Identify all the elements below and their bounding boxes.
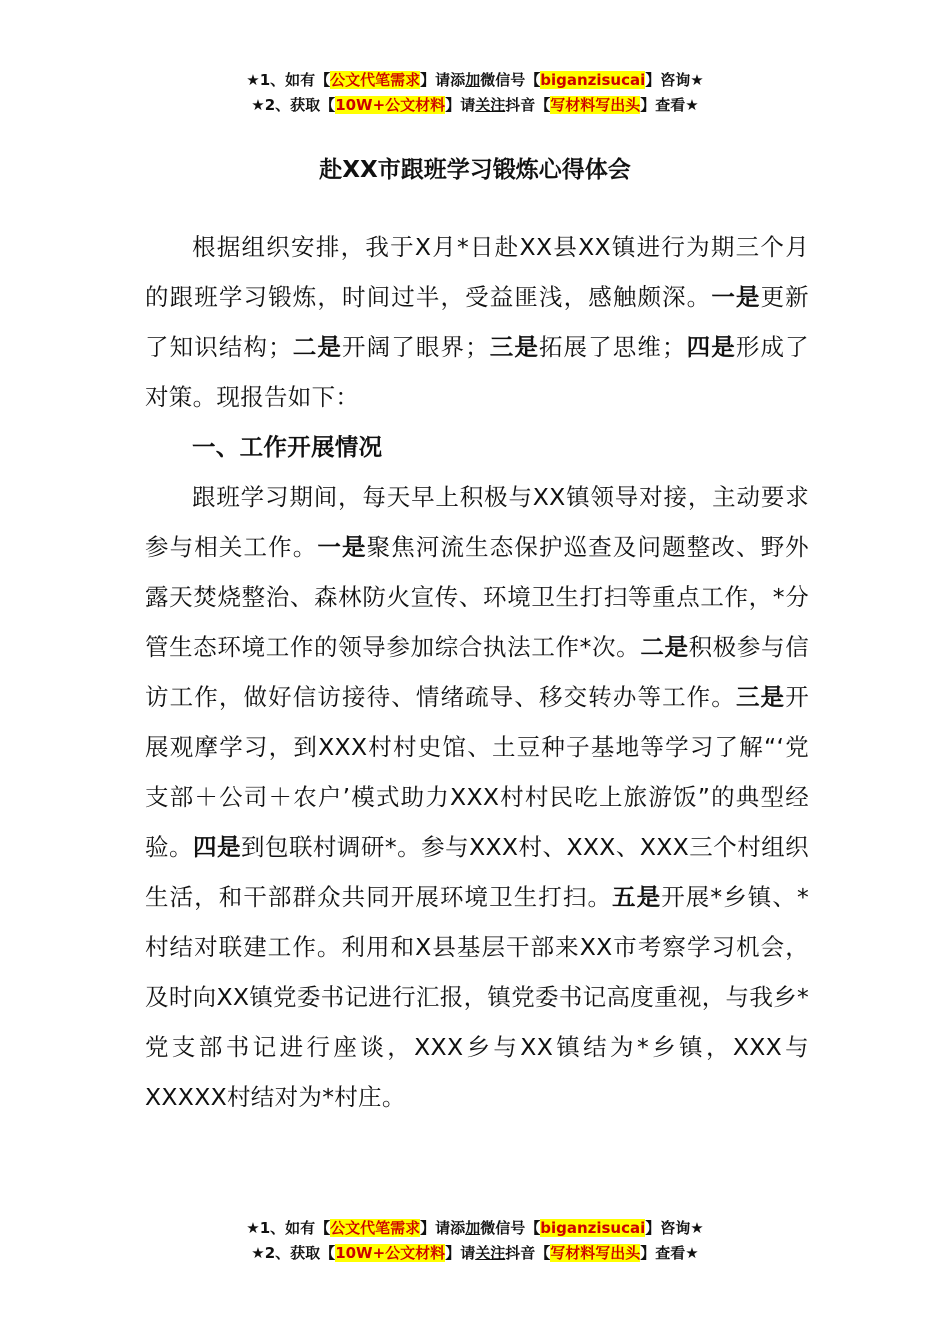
banner-text: 】查看★ xyxy=(640,96,699,114)
banner-underline: 关注 xyxy=(475,96,506,114)
bold-marker: 二是 xyxy=(640,633,689,661)
banner-highlight: 公文代笔需求 xyxy=(330,71,421,89)
banner-text: ★2、获取【 xyxy=(251,96,336,114)
banner-text: 抖音【 xyxy=(505,1244,551,1262)
bold-marker: 二是 xyxy=(291,333,342,361)
bold-marker: 五是 xyxy=(612,883,662,911)
paragraph-text: 更新了知识结构； xyxy=(145,283,809,361)
banner-text: ★1、如有【 xyxy=(246,71,331,89)
banner-line-2 xyxy=(0,1241,950,1266)
paragraph-text: 积极参与信访工作，做好信访接待、情绪疏导、移交转办等工作。 xyxy=(145,633,809,711)
paragraph-text: 拓展了思维； xyxy=(538,333,686,361)
paragraph-text: 根据组织安排，我于X月*日赴XX县XX镇进行为期三个月的跟班学习锻炼，时间过半，受益匪浅，感触颇深。 xyxy=(145,233,809,311)
banner-text: 微信号【 xyxy=(480,1219,541,1237)
banner-wechat-id: biganzisucai xyxy=(540,1219,646,1237)
banner-highlight: 公文代笔需求 xyxy=(330,1219,421,1237)
banner-text: 】请添 xyxy=(420,71,466,89)
bold-marker: 三是 xyxy=(735,683,786,711)
bold-marker: 四是 xyxy=(685,333,736,361)
banner-text: 微信号【 xyxy=(480,71,541,89)
section-paragraph xyxy=(145,472,809,1122)
banner-text: 】咨询★ xyxy=(645,1219,704,1237)
banner-highlight: 10W+公文材料 xyxy=(335,96,446,114)
paragraph-text: 聚焦河流生态保护巡查及问题整改、野外露天焚烧整治、森林防火宣传、环境卫生打扫等重点工作，*分管生态环境工作的领导参加综合执法工作*次。 xyxy=(145,533,809,661)
paragraph-text: 跟班学习期间，每天早上积极与XX镇领导对接，主动要求参与相关工作。 xyxy=(145,483,809,561)
banner-underline: 关注 xyxy=(475,1244,506,1262)
banner-wechat-id: biganzisucai xyxy=(540,71,646,89)
paragraph-text: 开展观摩学习，到XXX村村史馆、土豆种子基地等学习了解“‘党支部＋公司＋农户’模式助力XXX村村民吃上旅游饭”的典型经验。 xyxy=(145,683,809,861)
bold-marker: 三是 xyxy=(488,333,539,361)
document-title: 赴XX市跟班学习锻炼心得体会 xyxy=(319,157,631,183)
header-banner xyxy=(0,68,950,118)
banner-highlight: 10W+公文材料 xyxy=(335,1244,446,1262)
banner-text: 】查看★ xyxy=(640,1244,699,1262)
section-heading: 一、工作开展情况 xyxy=(192,433,383,461)
bold-marker: 一是 xyxy=(711,283,761,311)
paragraph-text: 形成了对策。现报告如下： xyxy=(145,333,809,411)
banner-line-2 xyxy=(0,93,950,118)
document-body xyxy=(145,222,809,1122)
banner-text: 】咨询★ xyxy=(645,71,704,89)
banner-underline: 加 xyxy=(465,1219,481,1237)
banner-text: 】请 xyxy=(445,96,476,114)
banner-text: ★2、获取【 xyxy=(251,1244,336,1262)
paragraph-text: 开阔了眼界； xyxy=(341,333,489,361)
banner-line-1 xyxy=(0,68,950,93)
footer-banner xyxy=(0,1216,950,1266)
banner-douyin-id: 写材料写出头 xyxy=(550,1244,641,1262)
banner-text: 】请添 xyxy=(420,1219,466,1237)
banner-text: 抖音【 xyxy=(505,96,551,114)
banner-text: 】请 xyxy=(445,1244,476,1262)
banner-douyin-id: 写材料写出头 xyxy=(550,96,641,114)
bold-marker: 四是 xyxy=(192,833,241,861)
banner-underline: 加 xyxy=(465,71,481,89)
intro-paragraph xyxy=(145,222,809,422)
paragraph-text: 到包联村调研*。参与XXX村、XXX、XXX三个村组织生活，和干部群众共同开展环境卫生打扫。 xyxy=(145,833,809,911)
paragraph-text: 开展*乡镇、*村结对联建工作。利用和X县基层干部来XX市考察学习机会，及时向XX镇党委书记进行汇报，镇党委书记高度重视，与我乡*党支部书记进行座谈，XXX乡与XX镇结为*乡镇，XXX与XXXXX村结对为*村庄。 xyxy=(145,883,810,1111)
banner-text: ★1、如有【 xyxy=(246,1219,331,1237)
banner-line-1 xyxy=(0,1216,950,1241)
bold-marker: 一是 xyxy=(317,533,367,561)
